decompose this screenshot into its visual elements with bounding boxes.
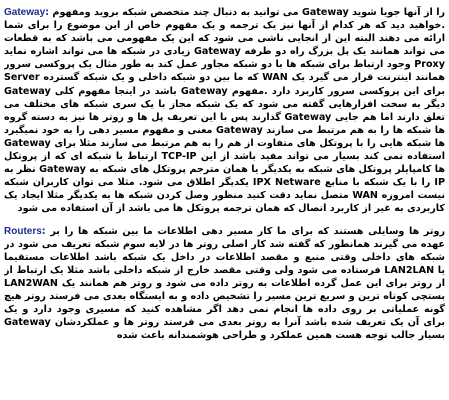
routers-paragraph: [4, 225, 445, 343]
gateway-paragraph: [4, 6, 445, 216]
gateway-term: Gateway: [4, 7, 46, 18]
document-page: [4, 6, 445, 396]
routers-term: Routers: [4, 225, 42, 237]
term-colon: :: [41, 225, 46, 237]
term-colon: :: [45, 7, 49, 18]
routers-body: روتر ها وسایلی هستند که برای ما کار مسیر دهی اطلاعات ما بین شبکه ها را بر عهده می گیرند همانطور که گفته شد کار اصلی روتر ها در لایه سوم شبکه تعریف می شود در شبکه های داخلی وقتی منبع و مقصد اطلاعات در داخل یک شبکه باشد اطلاعات مستقیما فرستاده می شود ولی وقتی مقصد خارج از شبکه داخلی باشد مثلا یک ارتباط از LAN2LAN یا LAN2WAN از روتر برای این عمل گرده اطلاعات به روتر داده می شود و روتر هم همانند یک بستچی کوتاه ترین و سریع ترین مسیر را تشخیص داده و به ایستگاه بعدی می فرستد روتر هیچ گونه عملیاتی بر روی داده ها انجام نمی دهد اگر مشاهده کنید که مسیری وجود دارد و یک Gateway برای آن یک تعریف شده باشد آنرا به روتر بعدی می فرستد روتر ها و عملکردشان بسیار جالب توجه هست همین عملکرد و طراحی هوشمندانه باعث شده: [4, 225, 445, 342]
gateway-body: می توانید به دنبال چند متخصص شبکه بروید ومفهوم Gateway را از آنها جویا شوید .خواهید دید که هر کدام از آنها نیز یک ترجمه و یک مفهوم خاص از این موضوع را برای شما ارائه می دهند البته این از انجایی ناشی می شود که این یک مفهومی می باشد که به قطعات زیادی در شبکه ها می تواند اشاره نماید Gateway می تواند همانند یک پل بزرگ راه دو طرفه وجود ارتباط برای شبکه ها با دو شبکه مجاور عمل کند به طور مثال یک پروکسی سرور Proxy Server که ما بین دو شبکه داخلی و یک شبکه گسترده WAN همانند اینترنت قرار می گیرد یک Gateway باشد در اینجا مفهوم کلی Gateway برای این پروکسی سرور کاربرد دارد .مفهوم دیگر به سخت افزارهایی گفته می شود که یک شبکه مجاز با یک سری شبکه های مختلف می گذارند پس با این تعریف پل ها و روتر ها نیز به دسته گروه Gateway تعلق دارند اما هم جایی معنی و مفهوم مسیر دهی را به خود نمیگیرد Gateway ها شبکه ها را به هم مرتبط می سازند Gateway ها شبکه هایی را با پروتکل های متفاوت از هم را به هم مرتبط می سازند مثلا برای ارتباط با شبکه ای که از پروتکل TCP-IP استفاده نمی کند بسیار می تواند مفید باشد از این نظر به Gateway ها کامپایلر پروتکل های شبکه به یکدیگر یا همان مترجم پروتکل های شبکه به یکدیگر اطلاق می شود. مثلا می توان کاربران شبکه IPX Netware را با یک شبکه با منابع IP متصل نماید دقت کنید منظور وصل کردن شبکه ها به یکدیگر مثلا ایجاد یک WAN نیست امروزه کاربردی به غیر از کاربرد اتصال که همان ترجمه پروتکل ها می باشد از آن استفاده می شود: [4, 7, 445, 215]
